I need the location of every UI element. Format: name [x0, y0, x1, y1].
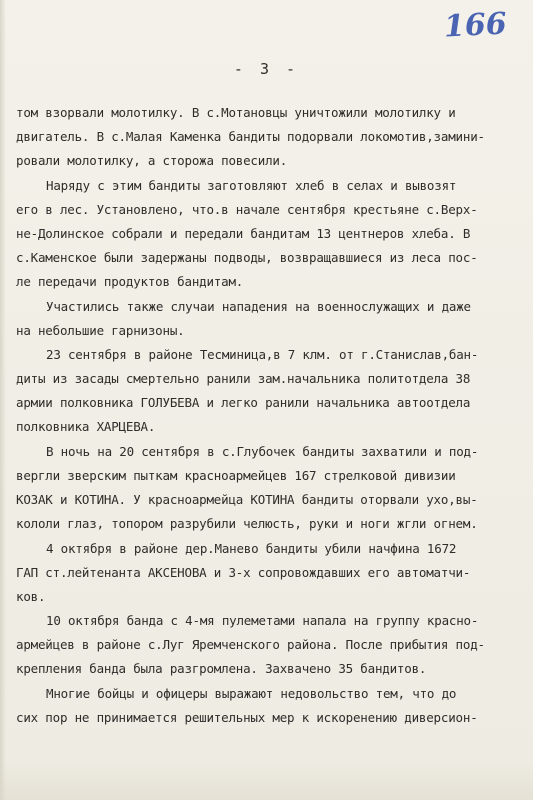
text-line: КОЗАК и КОТИНА. У красноармейца КОТИНА бандиты оторвали ухо,вы- — [16, 492, 478, 507]
text-line: его в лес. Установлено, что.в начале сентября крестьяне с.Верх- — [16, 202, 478, 217]
text-line: не-Долинское собрали и передали бандитам 13 центнеров хлеба. В — [16, 226, 471, 241]
text-line: 10 октября банда с 4-мя пулеметами напала на группу красно- — [46, 613, 479, 628]
text-line: армейцев в районе с.Луг Яремченского района. После прибытия под- — [16, 637, 485, 652]
page-edge-shadow — [0, 0, 6, 800]
text-line: сих пор не принимается решительных мер к искоренению диверсион- — [16, 710, 478, 725]
text-line: В ночь на 20 сентября в с.Глубочек бандиты захватили и под- — [46, 444, 479, 459]
text-line: 23 сентября в районе Тесминица,в 7 клм. от г.Станислав,бан- — [46, 347, 479, 362]
text-line: диты из засады смертельно ранили зам.начальника политотдела 38 — [16, 371, 471, 386]
text-line: кололи глаз, топором разрубили челюсть, руки и ноги жгли огнем. — [16, 516, 478, 531]
text-line: Участились также случаи нападения на военнослужащих и даже — [46, 299, 471, 314]
text-line: армии полковника ГОЛУБЕВА и легко ранили начальника автоотдела — [16, 395, 471, 410]
folio-number: 166 — [443, 6, 508, 45]
text-line: двигатель. В с.Малая Каменка бандиты подорвали локомотив,замини- — [16, 129, 485, 144]
text-line: ГАП ст.лейтенанта АКСЕНОВА и 3-х сопровождавших его автоматчи- — [16, 565, 471, 580]
text-line: полковника ХАРЦЕВА. — [16, 419, 156, 434]
page-bottom-shade — [0, 760, 533, 800]
text-line: на небольшие гарнизоны. — [16, 323, 185, 338]
text-line: с.Каменское были задержаны подводы, возвращавшиеся из леса пос- — [16, 250, 478, 265]
text-line: Наряду с этим бандиты заготовляют хлеб в селах и вывозят — [46, 178, 457, 193]
text-line: 4 октября в районе дер.Манево бандиты убили начфина 1672 — [46, 541, 457, 556]
text-line: ле передачи продуктов бандитам. — [16, 274, 244, 289]
text-line: вергли зверским пыткам красноармейцев 167 стрелковой дивизии — [16, 468, 456, 483]
text-line: ровали молотилку, а сторожа повесили. — [16, 153, 288, 168]
text-line: крепления банда была разгромлена. Захвачено 35 бандитов. — [16, 661, 427, 676]
text-line: Многие бойцы и офицеры выражают недовольство тем, что до — [46, 686, 457, 701]
page-number: - 3 - — [233, 60, 300, 78]
text-line: ков. — [16, 589, 46, 604]
text-line: том взорвали молотилку. В с.Мотановцы уничтожили молотилку и — [16, 105, 456, 120]
